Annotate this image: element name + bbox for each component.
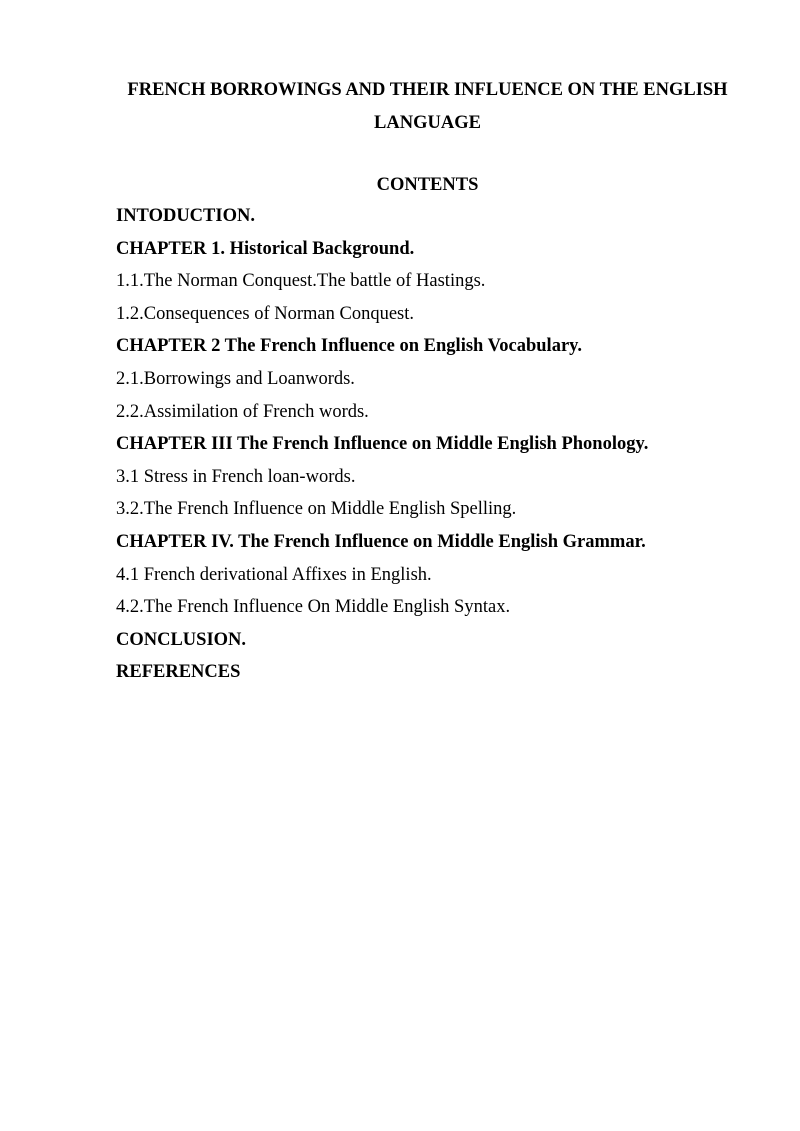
toc-entry-chapter-4: CHAPTER IV. The French Influence on Middle English Grammar. <box>116 531 646 552</box>
toc-entry-4-2: 4.2.The French Influence On Middle English Syntax. <box>116 597 511 618</box>
document-title: FRENCH BORROWINGS AND THEIR INFLUENCE ON THE ENGLISH LANGUAGE <box>127 80 728 133</box>
toc-entry-1-1: 1.1.The Norman Conquest.The battle of Hastings. <box>116 271 486 292</box>
toc-entry-4-1: 4.1 French derivational Affixes in English. <box>116 564 432 585</box>
toc-entry-conclusion: CONCLUSION. <box>116 629 247 650</box>
table-of-contents <box>116 203 756 692</box>
toc-entry-chapter-1: CHAPTER 1. Historical Background. <box>116 238 415 259</box>
toc-entry-2-2: 2.2.Assimilation of French words. <box>116 401 369 422</box>
toc-entry-1-2: 1.2.Consequences of Norman Conquest. <box>116 303 415 324</box>
toc-entry-2-1: 2.1.Borrowings and Loanwords. <box>116 368 355 389</box>
toc-entry-3-2: 3.2.The French Influence on Middle English Spelling. <box>116 499 517 520</box>
toc-entry-3-1: 3.1 Stress in French loan-words. <box>116 466 356 487</box>
toc-entry-chapter-3: CHAPTER III The French Influence on Middle English Phonology. <box>116 434 649 455</box>
contents-heading: CONTENTS <box>376 175 479 195</box>
toc-entry-chapter-2: CHAPTER 2 The French Influence on English Vocabulary. <box>116 336 583 357</box>
toc-entry-references: REFERENCES <box>116 662 241 683</box>
toc-entry-introduction: INTODUCTION. <box>116 206 255 226</box>
